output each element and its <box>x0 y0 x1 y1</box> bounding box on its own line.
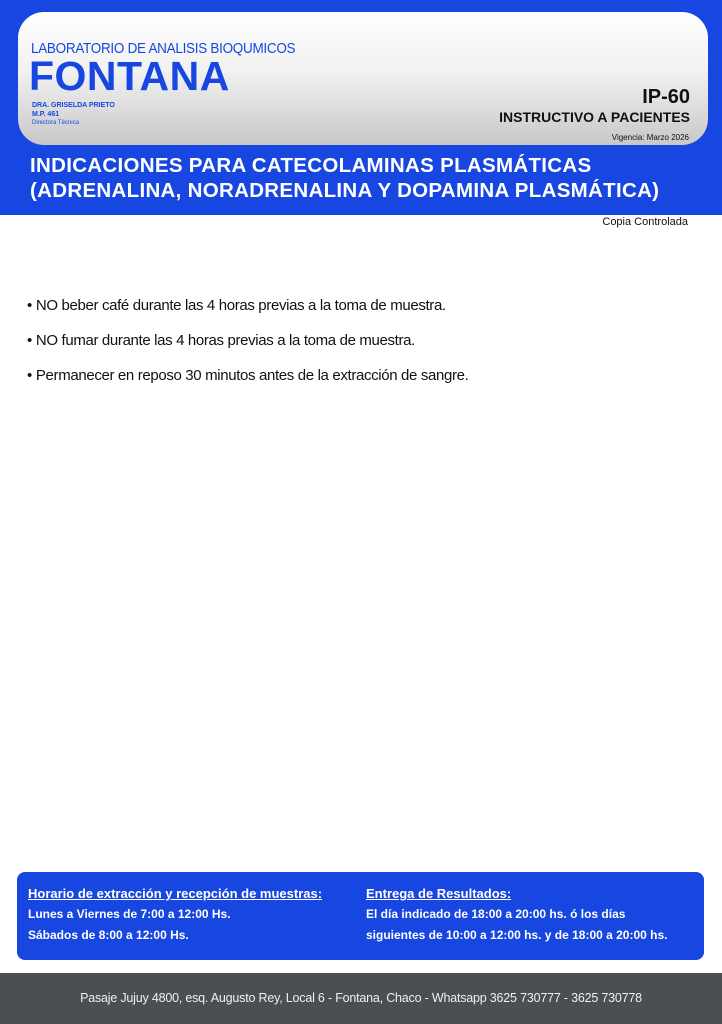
instruction-item <box>27 366 468 401</box>
title-line-1: INDICACIONES PARA CATECOLAMINAS PLASMÁTICAS <box>30 154 592 177</box>
controlled-copy-note: Copia Controlada <box>602 216 688 228</box>
director-name: DRA. GRISELDA PRIETO <box>32 102 115 109</box>
schedule-weekdays: Lunes a Viernes de 7:00 a 12:00 Hs. <box>28 907 231 921</box>
footer-address: Pasaje Jujuy 4800, esq. Augusto Rey, Local 6 - Fontana, Chaco - Whatsapp 3625 730777 - 3625 730778 <box>0 973 722 1024</box>
results-line-2: siguientes de 10:00 a 12:00 hs. y de 18:00 a 20:00 hs. <box>366 928 668 942</box>
bullet-icon: • <box>27 367 32 384</box>
bullet-icon: • <box>27 332 32 349</box>
director-license: M.P. 461 <box>32 111 60 118</box>
lab-name: LABORATORIO DE ANALISIS BIOQUMICOS <box>31 41 296 57</box>
document-code: IP-60 <box>642 86 690 108</box>
brand-logo-text: FONTANA <box>29 53 230 99</box>
results-section <box>366 884 668 946</box>
results-line-1: El día indicado de 18:00 a 20:00 hs. ó los días <box>366 907 626 921</box>
instruction-text: NO beber café durante las 4 horas previas a la toma de muestra. <box>35 297 446 314</box>
schedule-saturdays: Sábados de 8:00 a 12:00 Hs. <box>28 928 189 942</box>
title-line-2: (ADRENALINA, NORADRENALINA Y DOPAMINA PLASMÁTICA) <box>30 179 660 202</box>
page-title <box>30 153 659 203</box>
header-band <box>0 0 722 215</box>
instruction-list <box>27 296 468 401</box>
director-role: Directora Técnica <box>32 120 79 126</box>
instruction-item <box>27 296 468 331</box>
bullet-icon: • <box>27 297 32 314</box>
schedule-heading: Horario de extracción y recepción de muestras: <box>28 886 323 901</box>
instruction-item <box>27 331 468 366</box>
document-type: INSTRUCTIVO A PACIENTES <box>499 109 690 125</box>
results-heading: Entrega de Resultados: <box>366 886 512 901</box>
schedule-section <box>28 884 322 946</box>
instruction-text: Permanecer en reposo 30 minutos antes de la extracción de sangre. <box>35 367 469 384</box>
header-card <box>18 12 708 145</box>
validity-date: Vigencia: Marzo 2026 <box>611 133 689 142</box>
info-box <box>17 872 704 960</box>
instruction-text: NO fumar durante las 4 horas previas a la toma de muestra. <box>35 332 415 349</box>
director-info <box>32 101 115 128</box>
